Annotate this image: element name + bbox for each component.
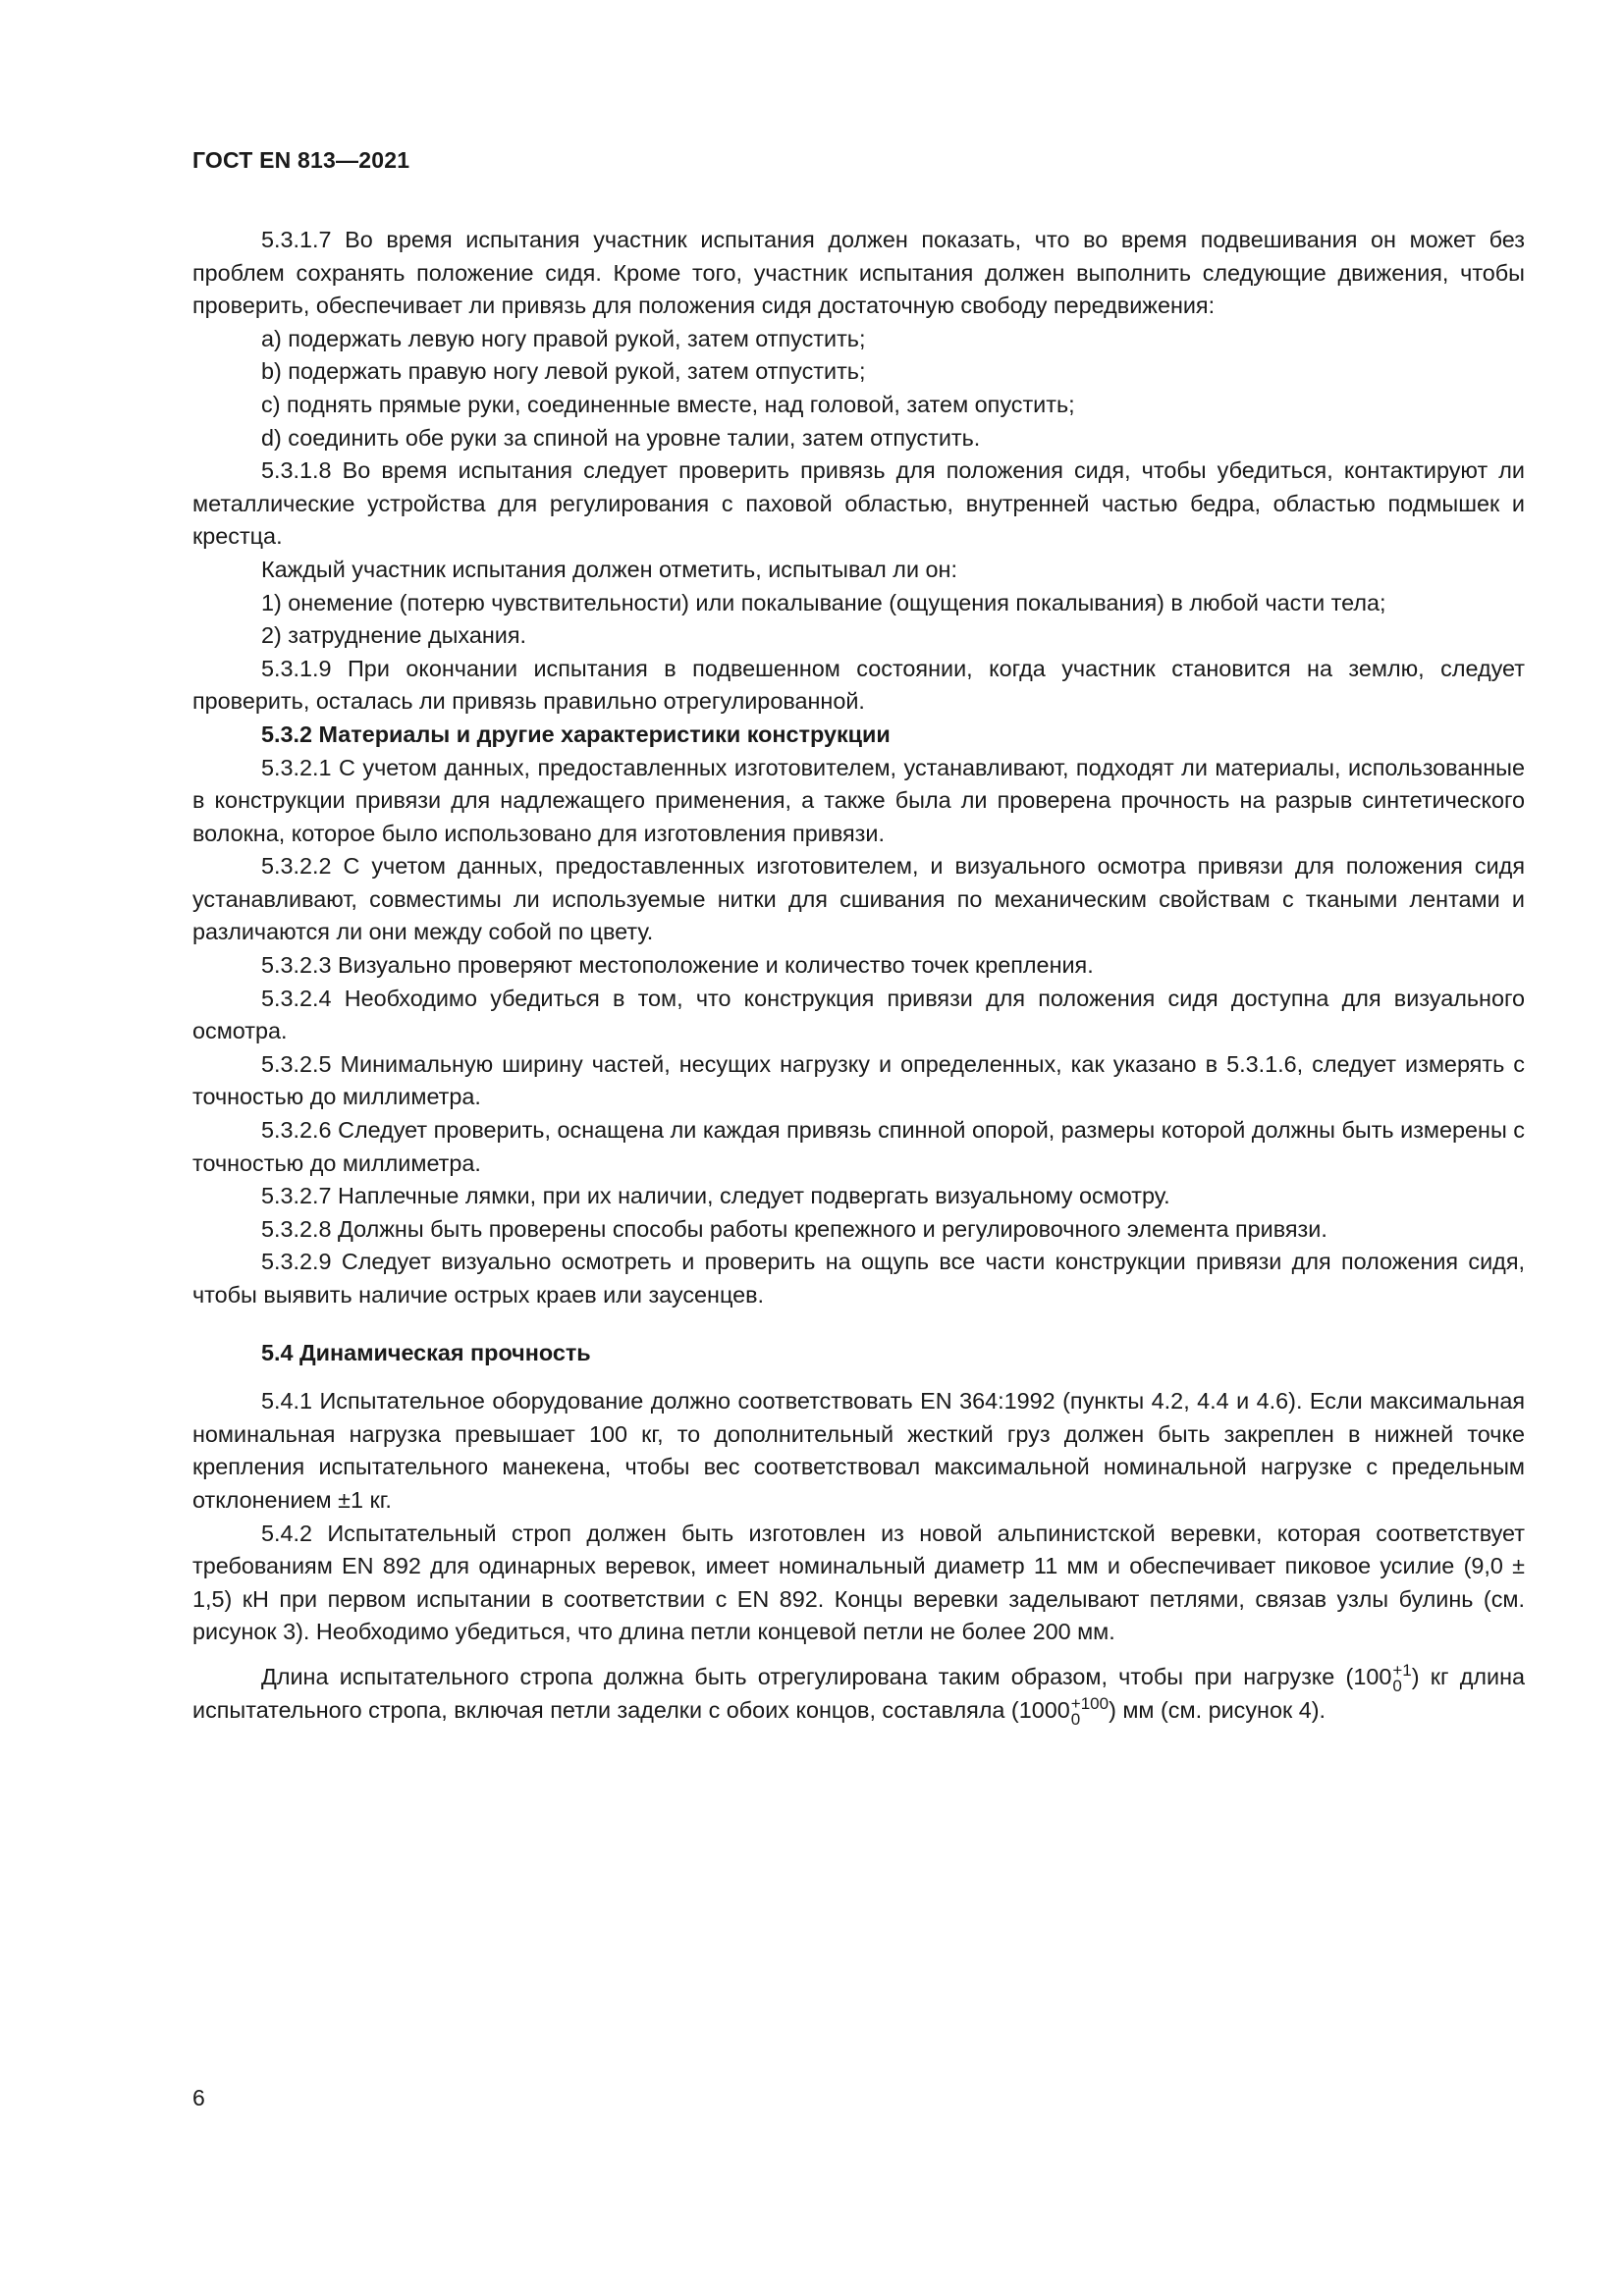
paragraph-text-part: Длина испытательного стропа должна быть отрегулирована таким образом, чтобы при нагрузке ( [261,1663,1354,1689]
list-item-2: 2) затруднение дыхания. [261,622,527,649]
list-item-1: 1) онемение (потерю чувствительности) или покалывание (ощущения покалывания) в любой части тела; [261,589,1386,615]
clause-5-3-1-9: 5.3.1.9 При окончании испытания в подвешенном состоянии, когда участник становится на землю, следует проверить, осталась ли привязь правильно отрегулированной. [192,655,1525,715]
section-heading-5-3-2: 5.3.2 Материалы и другие характеристики конструкции [261,721,891,747]
formula-length [1018,1693,1110,1729]
document-body [192,224,1525,1728]
clause-5-3-1-8: 5.3.1.8 Во время испытания следует проверить привязь для положения сидя, чтобы убедиться, контактируют ли металлические устройства для регулирования с паховой областью, внутренней частью бедра, областью подмышек и крестца. [192,457,1525,550]
list-item-c: c) поднять прямые руки, соединенные вместе, над головой, затем опустить; [261,391,1075,417]
tolerance-lower: 0 [1392,1676,1402,1695]
clause-5-3-2-3: 5.3.2.3 Визуально проверяют местоположение и количество точек крепления. [261,952,1094,979]
paragraph-text-part: ) кг длина испытательного стропа, включая петли заделки с обоих концов, составляла ( [192,1663,1526,1723]
tolerance-upper: +1 [1392,1660,1412,1680]
clause-5-3-2-9: 5.3.2.9 Следует визуально осмотреть и проверить на ощупь все части конструкции привязи для положения сидя, чтобы выявить наличие острых краев или заусенцев. [192,1249,1525,1308]
tolerance-lower: 0 [1070,1709,1081,1729]
clause-5-3-2-4: 5.3.2.4 Необходимо убедиться в том, что конструкция привязи для положения сидя доступна для визуального осмотра. [192,985,1525,1044]
clause-5-3-2-7: 5.3.2.7 Наплечные лямки, при их наличии, следует подвергать визуальному осмотру. [261,1183,1170,1209]
formula-base: 100 [1353,1663,1392,1689]
paragraph-sling-length [192,1661,1525,1728]
tolerance-upper: +100 [1070,1693,1110,1713]
paragraph-note: Каждый участник испытания должен отметить, испытывал ли он: [261,556,957,582]
tolerance [1392,1660,1412,1695]
section-heading-5-4: 5.4 Динамическая прочность [261,1339,591,1365]
formula-mass [1353,1660,1412,1695]
clause-5-3-2-1: 5.3.2.1 С учетом данных, предоставленных изготовителем, устанавливают, подходят ли материалы, использованные в конструкции привязи для надлежащего применения, а также была ли проверена прочность на разрыв синтетического волокна, которое было использовано для изготовления привязи. [192,754,1525,846]
clause-5-4-2: 5.4.2 Испытательный строп должен быть изготовлен из новой альпинистской веревки, которая соответствует требованиям EN 892 для одинарных веревок, имеет номинальный диаметр 11 мм и обеспечивает пиковое усилие (9,0 ± 1,5) кН при первом испытании в соответствии с EN 892. Концы веревки заделывают петлями, связав узлы булинь (см. рисунок 3). Необходимо убедиться, что длина петли концевой петли не более 200 мм. [192,1520,1525,1645]
formula-base: 1000 [1018,1696,1070,1723]
clause-5-3-2-6: 5.3.2.6 Следует проверить, оснащена ли каждая привязь спинной опорой, размеры которой должны быть измерены с точностью до миллиметра. [192,1117,1525,1176]
clause-5-4-1: 5.4.1 Испытательное оборудование должно соответствовать EN 364:1992 (пункты 4.2, 4.4 и 4.6). Если максимальная номинальная нагрузка превышает 100 кг, то дополнительный жесткий груз должен быть закреплен в нижней точке крепления испытательного манекена, чтобы вес соответствовал максимальной номинальной нагрузке с предельным отклонением ±1 кг. [192,1388,1525,1513]
paragraph-text-part: ) мм (см. рисунок 4). [1109,1696,1326,1723]
clause-5-3-2-5: 5.3.2.5 Минимальную ширину частей, несущих нагрузку и определенных, как указано в 5.3.1.6, следует измерять с точностью до миллиметра. [192,1050,1525,1110]
document-header: ГОСТ EN 813—2021 [192,147,410,173]
list-item-b: b) подержать правую ногу левой рукой, затем отпустить; [261,358,866,385]
clause-5-3-2-8: 5.3.2.8 Должны быть проверены способы работы крепежного и регулировочного элемента привязи. [261,1215,1327,1242]
clause-5-3-2-2: 5.3.2.2 С учетом данных, предоставленных изготовителем, и визуального осмотра привязи для положения сидя устанавливают, совместимы ли используемые нитки для сшивания по механическим свойствам с ткаными лентами и различаются ли они между собой по цвету. [192,853,1525,945]
page-number: 6 [192,2085,205,2110]
clause-5-3-1-7: 5.3.1.7 Во время испытания участник испытания должен показать, что во время подвешивания он может без проблем сохранять положение сидя. Кроме того, участник испытания должен выполнить следующие движения, чтобы проверить, обеспечивает ли привязь для положения сидя достаточную свободу передвижения: [192,227,1525,319]
list-item-a: a) подержать левую ногу правой рукой, затем отпустить; [261,325,866,351]
tolerance [1070,1693,1110,1729]
list-item-d: d) соединить обе руки за спиной на уровне талии, затем отпустить. [261,424,981,451]
